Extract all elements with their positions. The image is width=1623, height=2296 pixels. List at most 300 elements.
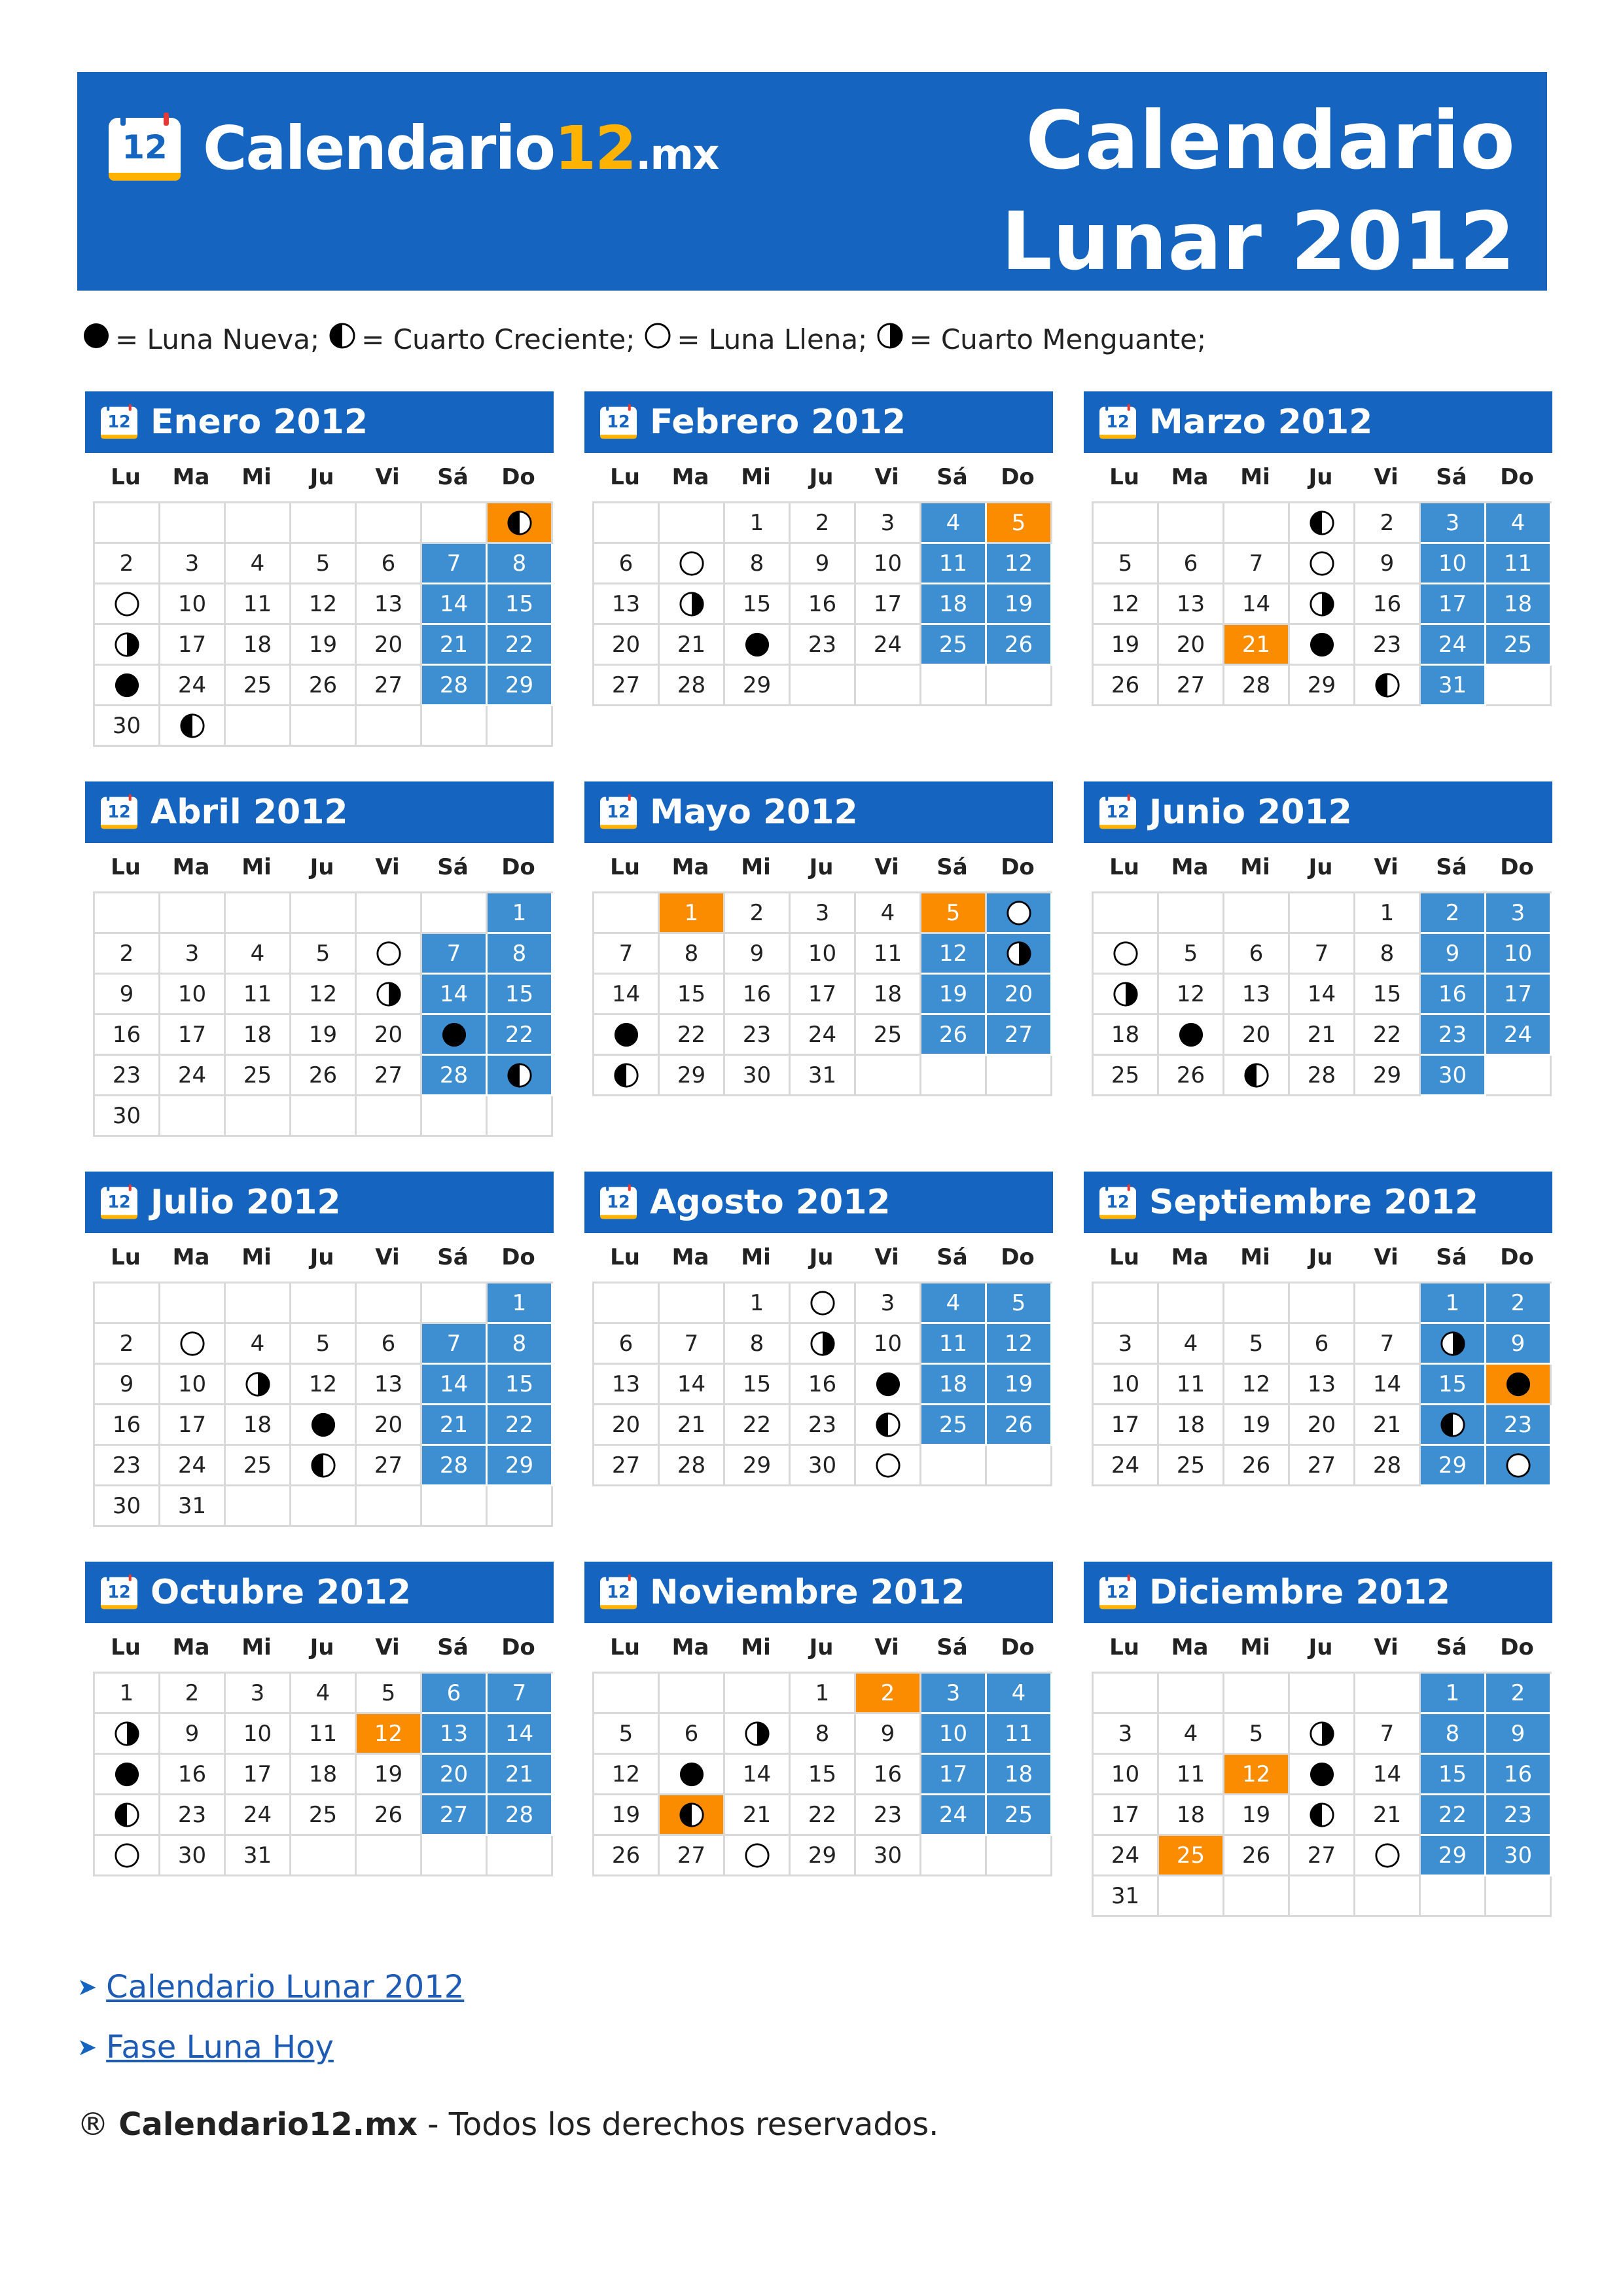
first-quarter-icon[interactable] xyxy=(291,1446,357,1486)
day-cell[interactable]: 3 xyxy=(856,1283,921,1324)
day-cell[interactable]: 17 xyxy=(1094,1405,1159,1446)
day-cell[interactable]: 27 xyxy=(357,666,422,706)
day-cell[interactable]: 14 xyxy=(488,1714,553,1755)
day-cell[interactable]: 23 xyxy=(856,1795,921,1836)
day-cell[interactable]: 6 xyxy=(660,1714,725,1755)
day-cell[interactable]: 26 xyxy=(987,1405,1052,1446)
day-cell[interactable]: 19 xyxy=(291,1015,357,1056)
day-cell[interactable]: 16 xyxy=(160,1755,226,1795)
day-cell[interactable]: 8 xyxy=(791,1714,856,1755)
day-cell[interactable]: 9 xyxy=(95,975,160,1015)
day-cell[interactable]: 20 xyxy=(1159,625,1224,666)
day-cell[interactable]: 8 xyxy=(1355,934,1421,975)
day-cell[interactable]: 29 xyxy=(1421,1836,1486,1876)
day-cell[interactable]: 11 xyxy=(1159,1755,1224,1795)
day-cell[interactable]: 5 xyxy=(291,1324,357,1365)
day-cell[interactable]: 9 xyxy=(160,1714,226,1755)
day-cell[interactable]: 15 xyxy=(1421,1365,1486,1405)
new-moon-icon[interactable] xyxy=(422,1015,488,1056)
day-cell[interactable]: 10 xyxy=(1421,544,1486,584)
day-cell[interactable]: 27 xyxy=(1159,666,1224,706)
day-cell[interactable]: 7 xyxy=(422,544,488,584)
day-cell[interactable]: 15 xyxy=(725,1365,791,1405)
day-cell[interactable]: 27 xyxy=(357,1446,422,1486)
first-quarter-icon[interactable] xyxy=(594,1056,660,1096)
day-cell[interactable]: 24 xyxy=(160,666,226,706)
day-cell[interactable]: 18 xyxy=(921,584,987,625)
first-quarter-icon[interactable] xyxy=(488,1056,553,1096)
day-cell[interactable]: 8 xyxy=(725,1324,791,1365)
day-cell[interactable]: 7 xyxy=(594,934,660,975)
day-cell[interactable]: 10 xyxy=(1486,934,1552,975)
day-cell[interactable]: 26 xyxy=(987,625,1052,666)
day-cell[interactable]: 27 xyxy=(594,666,660,706)
brand-logo[interactable] xyxy=(106,109,718,187)
new-moon-icon[interactable] xyxy=(95,1755,160,1795)
day-cell[interactable]: 29 xyxy=(488,1446,553,1486)
day-cell[interactable]: 3 xyxy=(226,1674,291,1714)
day-cell[interactable]: 5 xyxy=(1159,934,1224,975)
day-cell[interactable]: 17 xyxy=(1094,1795,1159,1836)
day-cell[interactable]: 23 xyxy=(725,1015,791,1056)
day-cell[interactable]: 13 xyxy=(594,584,660,625)
day-cell[interactable]: 4 xyxy=(226,1324,291,1365)
day-cell[interactable]: 25 xyxy=(226,1056,291,1096)
day-cell[interactable]: 18 xyxy=(1159,1405,1224,1446)
last-quarter-icon[interactable] xyxy=(987,934,1052,975)
day-cell[interactable]: 25 xyxy=(921,1405,987,1446)
day-cell[interactable]: 31 xyxy=(1421,666,1486,706)
day-cell[interactable]: 24 xyxy=(791,1015,856,1056)
day-cell[interactable]: 21 xyxy=(1355,1795,1421,1836)
day-cell[interactable]: 9 xyxy=(95,1365,160,1405)
day-cell[interactable]: 30 xyxy=(856,1836,921,1876)
day-cell[interactable]: 7 xyxy=(1355,1714,1421,1755)
day-cell[interactable]: 12 xyxy=(594,1755,660,1795)
day-cell[interactable]: 27 xyxy=(594,1446,660,1486)
full-moon-icon[interactable] xyxy=(1486,1446,1552,1486)
day-cell[interactable]: 19 xyxy=(291,625,357,666)
last-quarter-icon[interactable] xyxy=(791,1324,856,1365)
day-cell[interactable]: 21 xyxy=(1224,625,1290,666)
last-quarter-icon[interactable] xyxy=(660,584,725,625)
day-cell[interactable]: 19 xyxy=(594,1795,660,1836)
day-cell[interactable]: 31 xyxy=(160,1486,226,1527)
last-quarter-icon[interactable] xyxy=(725,1714,791,1755)
day-cell[interactable]: 11 xyxy=(226,584,291,625)
day-cell[interactable]: 24 xyxy=(1094,1446,1159,1486)
day-cell[interactable]: 11 xyxy=(987,1714,1052,1755)
new-moon-icon[interactable] xyxy=(1486,1365,1552,1405)
day-cell[interactable]: 11 xyxy=(1486,544,1552,584)
day-cell[interactable]: 20 xyxy=(987,975,1052,1015)
day-cell[interactable]: 24 xyxy=(1486,1015,1552,1056)
day-cell[interactable]: 4 xyxy=(856,893,921,934)
day-cell[interactable]: 12 xyxy=(291,1365,357,1405)
new-moon-icon[interactable] xyxy=(725,625,791,666)
last-quarter-icon[interactable] xyxy=(357,975,422,1015)
day-cell[interactable]: 4 xyxy=(291,1674,357,1714)
day-cell[interactable]: 29 xyxy=(1355,1056,1421,1096)
day-cell[interactable]: 14 xyxy=(660,1365,725,1405)
day-cell[interactable]: 3 xyxy=(160,934,226,975)
day-cell[interactable]: 1 xyxy=(1421,1674,1486,1714)
day-cell[interactable]: 2 xyxy=(95,544,160,584)
day-cell[interactable]: 6 xyxy=(1224,934,1290,975)
day-cell[interactable]: 6 xyxy=(1159,544,1224,584)
day-cell[interactable]: 21 xyxy=(1290,1015,1355,1056)
first-quarter-icon[interactable] xyxy=(488,503,553,544)
day-cell[interactable]: 21 xyxy=(488,1755,553,1795)
day-cell[interactable]: 9 xyxy=(856,1714,921,1755)
day-cell[interactable]: 26 xyxy=(1094,666,1159,706)
day-cell[interactable]: 19 xyxy=(1094,625,1159,666)
day-cell[interactable]: 28 xyxy=(660,666,725,706)
day-cell[interactable]: 13 xyxy=(594,1365,660,1405)
day-cell[interactable]: 24 xyxy=(160,1446,226,1486)
full-moon-icon[interactable] xyxy=(725,1836,791,1876)
day-cell[interactable]: 27 xyxy=(987,1015,1052,1056)
day-cell[interactable]: 16 xyxy=(1355,584,1421,625)
day-cell[interactable]: 2 xyxy=(1486,1283,1552,1324)
day-cell[interactable]: 13 xyxy=(422,1714,488,1755)
day-cell[interactable]: 18 xyxy=(1094,1015,1159,1056)
day-cell[interactable]: 26 xyxy=(1224,1446,1290,1486)
day-cell[interactable]: 5 xyxy=(987,503,1052,544)
day-cell[interactable]: 12 xyxy=(291,584,357,625)
day-cell[interactable]: 17 xyxy=(856,584,921,625)
last-quarter-icon[interactable] xyxy=(1290,1714,1355,1755)
day-cell[interactable]: 18 xyxy=(226,1405,291,1446)
day-cell[interactable]: 23 xyxy=(1355,625,1421,666)
new-moon-icon[interactable] xyxy=(660,1755,725,1795)
day-cell[interactable]: 2 xyxy=(1486,1674,1552,1714)
day-cell[interactable]: 16 xyxy=(1486,1755,1552,1795)
day-cell[interactable]: 1 xyxy=(95,1674,160,1714)
day-cell[interactable]: 23 xyxy=(791,625,856,666)
day-cell[interactable]: 16 xyxy=(95,1015,160,1056)
day-cell[interactable]: 2 xyxy=(1355,503,1421,544)
new-moon-icon[interactable] xyxy=(1290,625,1355,666)
day-cell[interactable]: 1 xyxy=(791,1674,856,1714)
day-cell[interactable]: 16 xyxy=(95,1405,160,1446)
day-cell[interactable]: 24 xyxy=(856,625,921,666)
day-cell[interactable]: 20 xyxy=(422,1755,488,1795)
day-cell[interactable]: 16 xyxy=(725,975,791,1015)
day-cell[interactable]: 24 xyxy=(226,1795,291,1836)
last-quarter-icon[interactable] xyxy=(1290,584,1355,625)
day-cell[interactable]: 15 xyxy=(791,1755,856,1795)
day-cell[interactable]: 20 xyxy=(1224,1015,1290,1056)
day-cell[interactable]: 5 xyxy=(1224,1324,1290,1365)
day-cell[interactable]: 8 xyxy=(488,934,553,975)
day-cell[interactable]: 5 xyxy=(594,1714,660,1755)
day-cell[interactable]: 25 xyxy=(291,1795,357,1836)
day-cell[interactable]: 15 xyxy=(725,584,791,625)
day-cell[interactable]: 30 xyxy=(95,1486,160,1527)
day-cell[interactable]: 10 xyxy=(160,975,226,1015)
day-cell[interactable]: 25 xyxy=(226,666,291,706)
last-quarter-icon[interactable] xyxy=(226,1365,291,1405)
day-cell[interactable]: 4 xyxy=(1159,1714,1224,1755)
day-cell[interactable]: 17 xyxy=(160,1015,226,1056)
day-cell[interactable]: 5 xyxy=(291,934,357,975)
day-cell[interactable]: 14 xyxy=(422,584,488,625)
day-cell[interactable]: 21 xyxy=(660,1405,725,1446)
last-quarter-icon[interactable] xyxy=(1094,975,1159,1015)
day-cell[interactable]: 7 xyxy=(422,1324,488,1365)
day-cell[interactable]: 18 xyxy=(1486,584,1552,625)
day-cell[interactable]: 18 xyxy=(1159,1795,1224,1836)
day-cell[interactable]: 11 xyxy=(921,544,987,584)
day-cell[interactable]: 26 xyxy=(357,1795,422,1836)
day-cell[interactable]: 18 xyxy=(226,625,291,666)
day-cell[interactable]: 10 xyxy=(791,934,856,975)
day-cell[interactable]: 12 xyxy=(987,544,1052,584)
day-cell[interactable]: 6 xyxy=(422,1674,488,1714)
calendario-lunar-link[interactable]: Calendario Lunar 2012 xyxy=(106,1969,465,2005)
day-cell[interactable]: 17 xyxy=(791,975,856,1015)
day-cell[interactable]: 17 xyxy=(1486,975,1552,1015)
day-cell[interactable]: 23 xyxy=(1486,1405,1552,1446)
day-cell[interactable]: 20 xyxy=(357,625,422,666)
day-cell[interactable]: 3 xyxy=(1094,1714,1159,1755)
day-cell[interactable]: 27 xyxy=(1290,1446,1355,1486)
day-cell[interactable]: 12 xyxy=(1159,975,1224,1015)
day-cell[interactable]: 25 xyxy=(921,625,987,666)
day-cell[interactable]: 26 xyxy=(291,1056,357,1096)
day-cell[interactable]: 21 xyxy=(422,625,488,666)
day-cell[interactable]: 22 xyxy=(488,1015,553,1056)
day-cell[interactable]: 10 xyxy=(856,1324,921,1365)
full-moon-icon[interactable] xyxy=(357,934,422,975)
day-cell[interactable]: 8 xyxy=(725,544,791,584)
day-cell[interactable]: 24 xyxy=(1421,625,1486,666)
day-cell[interactable]: 4 xyxy=(1486,503,1552,544)
day-cell[interactable]: 14 xyxy=(1355,1755,1421,1795)
day-cell[interactable]: 3 xyxy=(1421,503,1486,544)
day-cell[interactable]: 10 xyxy=(856,544,921,584)
day-cell[interactable]: 25 xyxy=(856,1015,921,1056)
first-quarter-icon[interactable] xyxy=(160,706,226,747)
day-cell[interactable]: 2 xyxy=(95,934,160,975)
day-cell[interactable]: 23 xyxy=(1486,1795,1552,1836)
first-quarter-icon[interactable] xyxy=(95,1795,160,1836)
day-cell[interactable]: 27 xyxy=(422,1795,488,1836)
day-cell[interactable]: 27 xyxy=(1290,1836,1355,1876)
day-cell[interactable]: 17 xyxy=(226,1755,291,1795)
day-cell[interactable]: 5 xyxy=(1094,544,1159,584)
full-moon-icon[interactable] xyxy=(987,893,1052,934)
day-cell[interactable]: 28 xyxy=(1355,1446,1421,1486)
day-cell[interactable]: 25 xyxy=(1486,625,1552,666)
first-quarter-icon[interactable] xyxy=(856,1405,921,1446)
day-cell[interactable]: 11 xyxy=(226,975,291,1015)
full-moon-icon[interactable] xyxy=(1355,1836,1421,1876)
day-cell[interactable]: 7 xyxy=(1224,544,1290,584)
day-cell[interactable]: 16 xyxy=(856,1755,921,1795)
first-quarter-icon[interactable] xyxy=(1290,1795,1355,1836)
day-cell[interactable]: 6 xyxy=(594,1324,660,1365)
day-cell[interactable]: 14 xyxy=(422,975,488,1015)
day-cell[interactable]: 2 xyxy=(791,503,856,544)
day-cell[interactable]: 5 xyxy=(921,893,987,934)
day-cell[interactable]: 31 xyxy=(226,1836,291,1876)
day-cell[interactable]: 3 xyxy=(160,544,226,584)
day-cell[interactable]: 19 xyxy=(987,1365,1052,1405)
day-cell[interactable]: 14 xyxy=(1355,1365,1421,1405)
first-quarter-icon[interactable] xyxy=(1421,1405,1486,1446)
day-cell[interactable]: 20 xyxy=(594,1405,660,1446)
last-quarter-icon[interactable] xyxy=(95,625,160,666)
day-cell[interactable]: 6 xyxy=(357,1324,422,1365)
day-cell[interactable]: 28 xyxy=(422,1056,488,1096)
day-cell[interactable]: 5 xyxy=(987,1283,1052,1324)
day-cell[interactable]: 18 xyxy=(291,1755,357,1795)
full-moon-icon[interactable] xyxy=(660,544,725,584)
day-cell[interactable]: 9 xyxy=(1355,544,1421,584)
day-cell[interactable]: 22 xyxy=(660,1015,725,1056)
day-cell[interactable]: 17 xyxy=(160,1405,226,1446)
day-cell[interactable]: 28 xyxy=(660,1446,725,1486)
day-cell[interactable]: 29 xyxy=(1290,666,1355,706)
day-cell[interactable]: 15 xyxy=(660,975,725,1015)
day-cell[interactable]: 29 xyxy=(725,1446,791,1486)
day-cell[interactable]: 4 xyxy=(226,544,291,584)
day-cell[interactable]: 10 xyxy=(160,584,226,625)
day-cell[interactable]: 21 xyxy=(422,1405,488,1446)
day-cell[interactable]: 7 xyxy=(1355,1324,1421,1365)
day-cell[interactable]: 9 xyxy=(1421,934,1486,975)
fase-luna-hoy-link[interactable]: Fase Luna Hoy xyxy=(106,2029,334,2066)
day-cell[interactable]: 2 xyxy=(95,1324,160,1365)
last-quarter-icon[interactable] xyxy=(1421,1324,1486,1365)
day-cell[interactable]: 4 xyxy=(226,934,291,975)
last-quarter-icon[interactable] xyxy=(95,1714,160,1755)
day-cell[interactable]: 20 xyxy=(357,1015,422,1056)
day-cell[interactable]: 19 xyxy=(987,584,1052,625)
day-cell[interactable]: 10 xyxy=(1094,1365,1159,1405)
day-cell[interactable]: 30 xyxy=(1486,1836,1552,1876)
day-cell[interactable]: 9 xyxy=(791,544,856,584)
day-cell[interactable]: 11 xyxy=(1159,1365,1224,1405)
first-quarter-icon[interactable] xyxy=(1224,1056,1290,1096)
day-cell[interactable]: 29 xyxy=(660,1056,725,1096)
day-cell[interactable]: 21 xyxy=(725,1795,791,1836)
day-cell[interactable]: 6 xyxy=(1290,1324,1355,1365)
day-cell[interactable]: 7 xyxy=(422,934,488,975)
day-cell[interactable]: 26 xyxy=(1224,1836,1290,1876)
day-cell[interactable]: 10 xyxy=(1094,1755,1159,1795)
day-cell[interactable]: 3 xyxy=(921,1674,987,1714)
day-cell[interactable]: 7 xyxy=(1290,934,1355,975)
day-cell[interactable]: 12 xyxy=(1094,584,1159,625)
full-moon-icon[interactable] xyxy=(160,1324,226,1365)
day-cell[interactable]: 27 xyxy=(660,1836,725,1876)
day-cell[interactable]: 29 xyxy=(791,1836,856,1876)
first-quarter-icon[interactable] xyxy=(660,1795,725,1836)
day-cell[interactable]: 23 xyxy=(160,1795,226,1836)
day-cell[interactable]: 15 xyxy=(1355,975,1421,1015)
day-cell[interactable]: 1 xyxy=(488,1283,553,1324)
day-cell[interactable]: 19 xyxy=(1224,1795,1290,1836)
day-cell[interactable]: 13 xyxy=(357,1365,422,1405)
day-cell[interactable]: 12 xyxy=(1224,1365,1290,1405)
day-cell[interactable]: 31 xyxy=(791,1056,856,1096)
day-cell[interactable]: 9 xyxy=(1486,1324,1552,1365)
day-cell[interactable]: 10 xyxy=(226,1714,291,1755)
day-cell[interactable]: 5 xyxy=(357,1674,422,1714)
new-moon-icon[interactable] xyxy=(95,666,160,706)
day-cell[interactable]: 8 xyxy=(660,934,725,975)
day-cell[interactable]: 22 xyxy=(725,1405,791,1446)
day-cell[interactable]: 31 xyxy=(1094,1876,1159,1917)
day-cell[interactable]: 28 xyxy=(1224,666,1290,706)
full-moon-icon[interactable] xyxy=(791,1283,856,1324)
day-cell[interactable]: 1 xyxy=(1421,1283,1486,1324)
day-cell[interactable]: 4 xyxy=(921,503,987,544)
day-cell[interactable]: 15 xyxy=(488,975,553,1015)
day-cell[interactable]: 1 xyxy=(1355,893,1421,934)
day-cell[interactable]: 22 xyxy=(488,1405,553,1446)
day-cell[interactable]: 6 xyxy=(594,544,660,584)
day-cell[interactable]: 12 xyxy=(921,934,987,975)
day-cell[interactable]: 28 xyxy=(422,666,488,706)
first-quarter-icon[interactable] xyxy=(1290,503,1355,544)
day-cell[interactable]: 28 xyxy=(422,1446,488,1486)
day-cell[interactable]: 11 xyxy=(291,1714,357,1755)
day-cell[interactable]: 8 xyxy=(488,1324,553,1365)
day-cell[interactable]: 30 xyxy=(1421,1056,1486,1096)
new-moon-icon[interactable] xyxy=(291,1405,357,1446)
day-cell[interactable]: 22 xyxy=(488,625,553,666)
full-moon-icon[interactable] xyxy=(1094,934,1159,975)
day-cell[interactable]: 24 xyxy=(160,1056,226,1096)
day-cell[interactable]: 18 xyxy=(226,1015,291,1056)
day-cell[interactable]: 8 xyxy=(1421,1714,1486,1755)
day-cell[interactable]: 13 xyxy=(357,584,422,625)
day-cell[interactable]: 10 xyxy=(160,1365,226,1405)
day-cell[interactable]: 30 xyxy=(160,1836,226,1876)
day-cell[interactable]: 4 xyxy=(1159,1324,1224,1365)
full-moon-icon[interactable] xyxy=(95,1836,160,1876)
day-cell[interactable]: 15 xyxy=(1421,1755,1486,1795)
day-cell[interactable]: 13 xyxy=(1224,975,1290,1015)
day-cell[interactable]: 17 xyxy=(160,625,226,666)
day-cell[interactable]: 19 xyxy=(357,1755,422,1795)
day-cell[interactable]: 25 xyxy=(987,1795,1052,1836)
day-cell[interactable]: 13 xyxy=(1159,584,1224,625)
day-cell[interactable]: 20 xyxy=(1290,1405,1355,1446)
day-cell[interactable]: 21 xyxy=(660,625,725,666)
day-cell[interactable]: 25 xyxy=(226,1446,291,1486)
day-cell[interactable]: 20 xyxy=(594,625,660,666)
day-cell[interactable]: 7 xyxy=(488,1674,553,1714)
full-moon-icon[interactable] xyxy=(1290,544,1355,584)
day-cell[interactable]: 29 xyxy=(1421,1446,1486,1486)
day-cell[interactable]: 30 xyxy=(95,706,160,747)
day-cell[interactable]: 5 xyxy=(1224,1714,1290,1755)
day-cell[interactable]: 1 xyxy=(660,893,725,934)
day-cell[interactable]: 12 xyxy=(291,975,357,1015)
day-cell[interactable]: 26 xyxy=(594,1836,660,1876)
day-cell[interactable]: 11 xyxy=(921,1324,987,1365)
day-cell[interactable]: 12 xyxy=(1224,1755,1290,1795)
day-cell[interactable]: 14 xyxy=(422,1365,488,1405)
day-cell[interactable]: 5 xyxy=(291,544,357,584)
day-cell[interactable]: 4 xyxy=(921,1283,987,1324)
day-cell[interactable]: 16 xyxy=(791,1365,856,1405)
